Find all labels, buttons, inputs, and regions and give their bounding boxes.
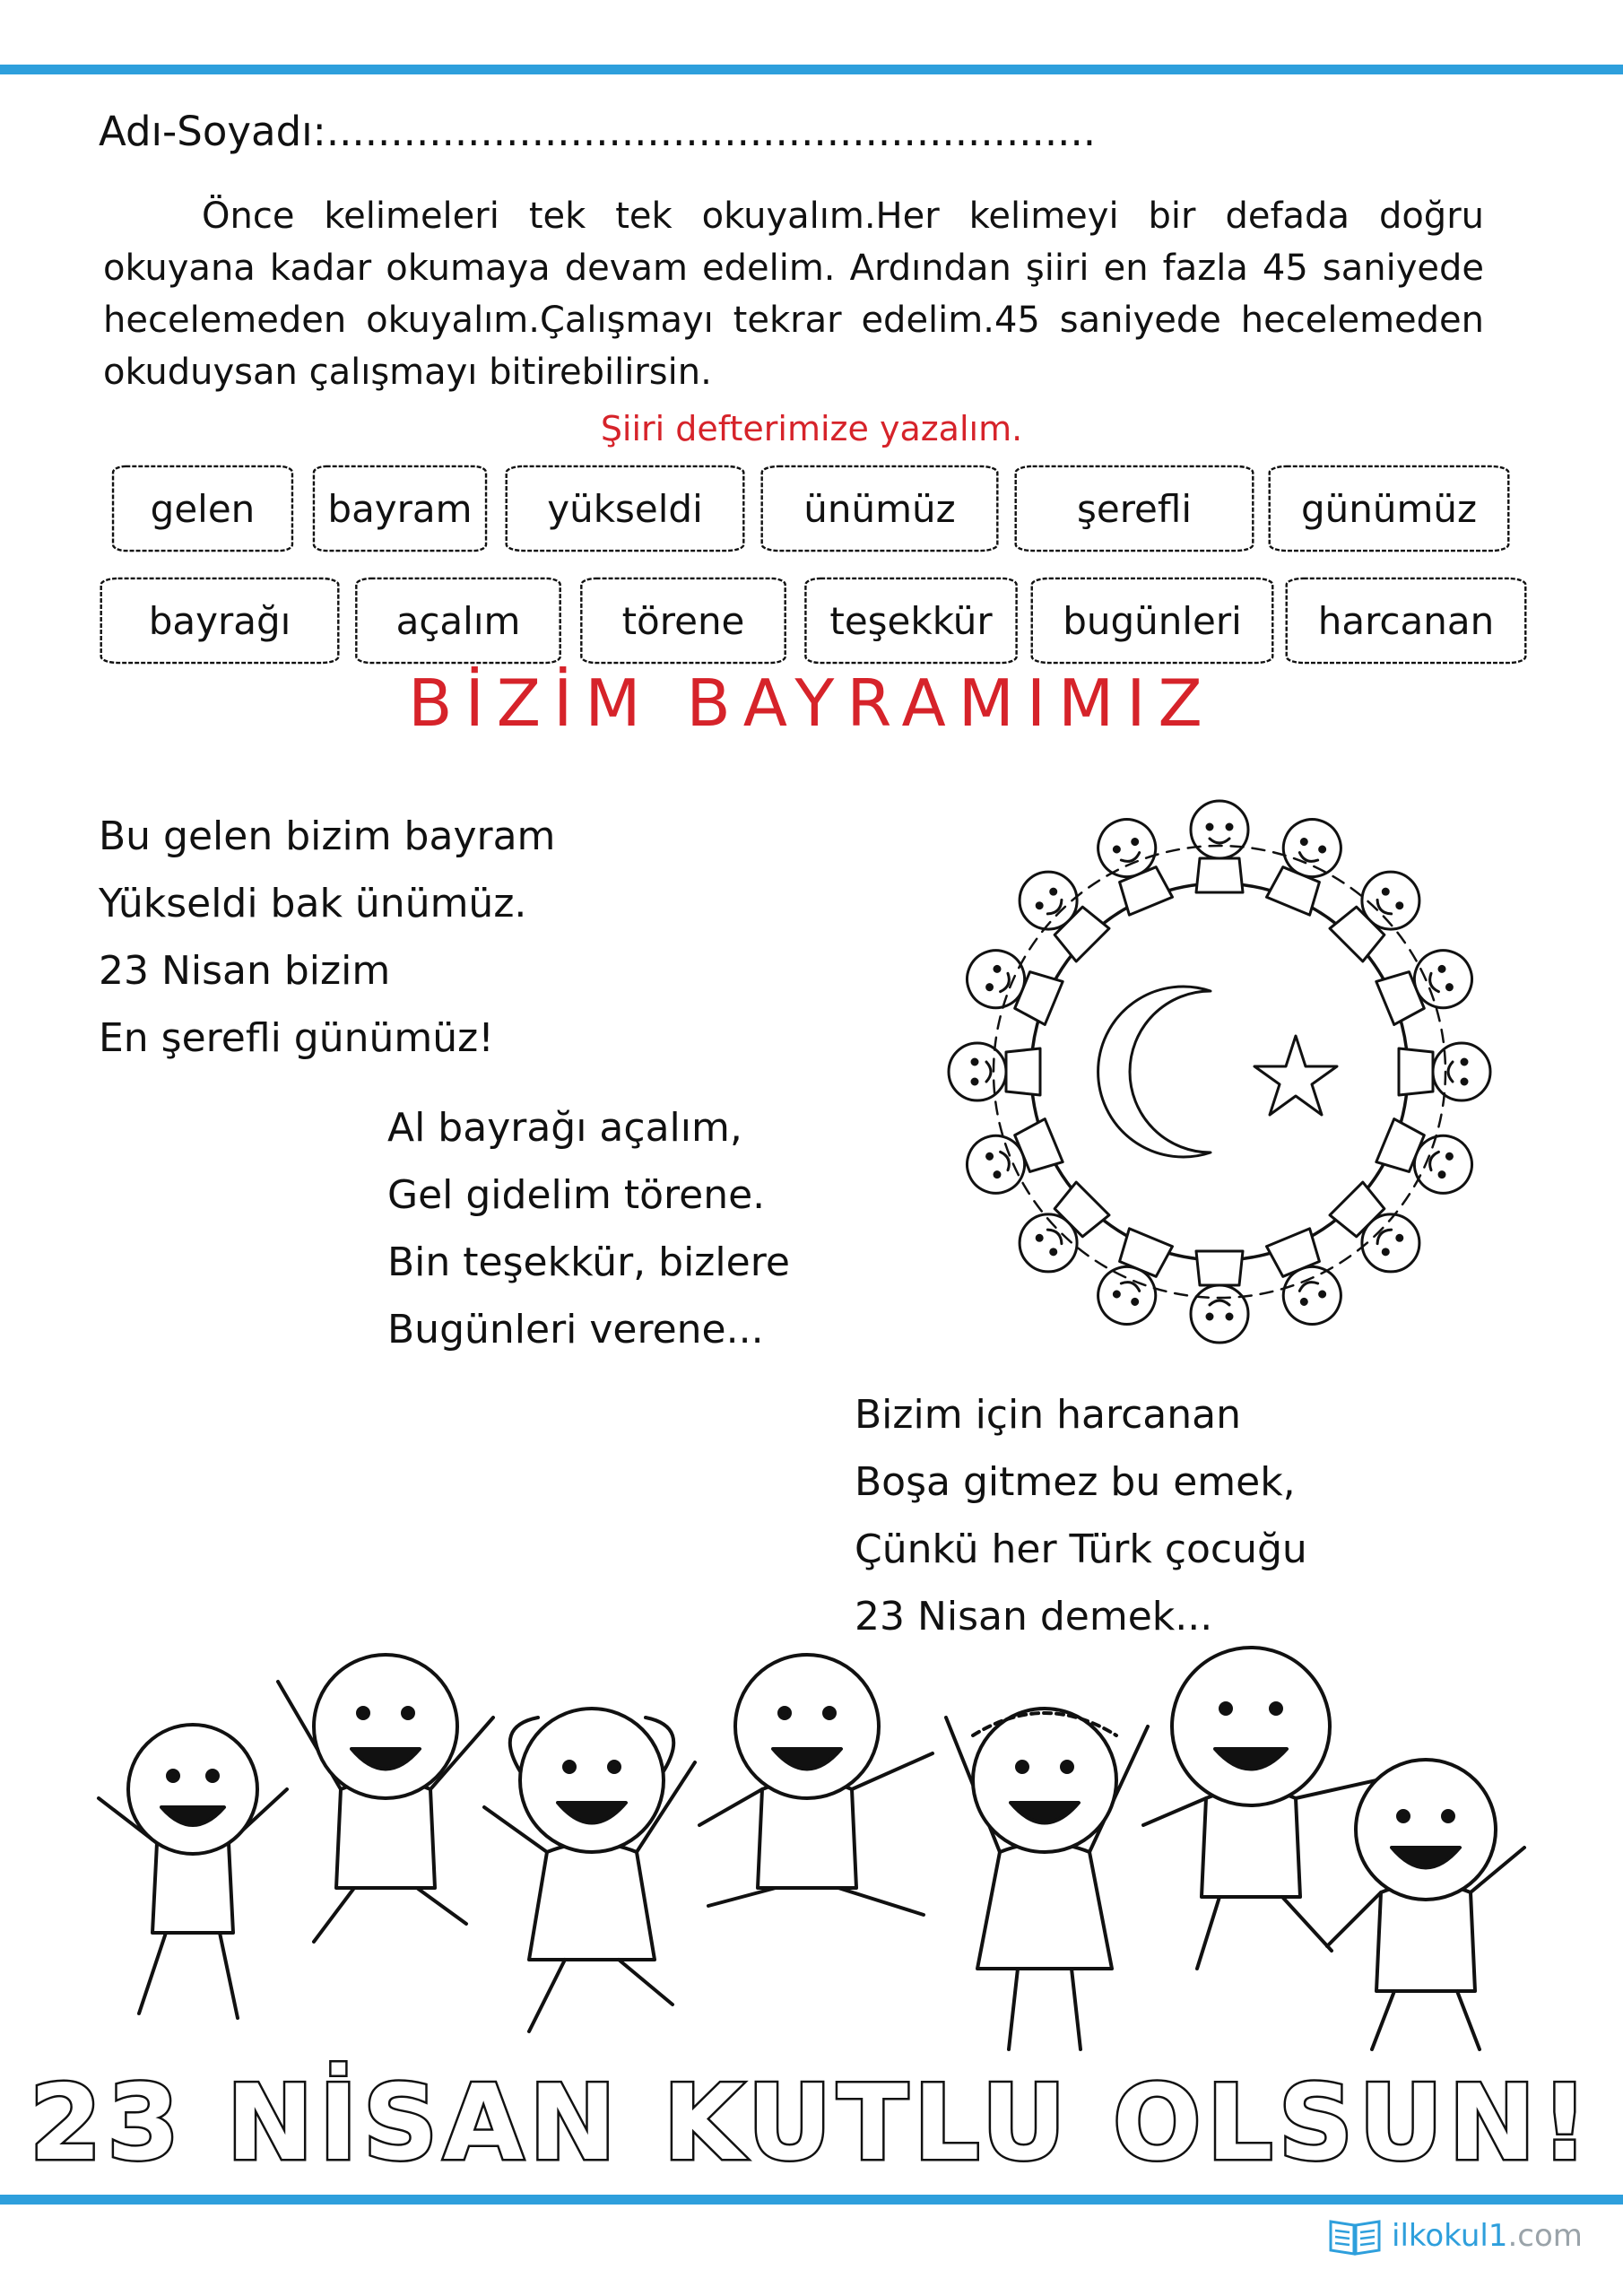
poem-line: Bu gelen bizim bayram [99,813,556,859]
footer-brand-suffix: .com [1507,2218,1583,2254]
word-text: harcanan [1317,598,1495,643]
poem-line: Çünkü her Türk çocuğu [855,1526,1307,1572]
poem-stanza-3 [855,1381,1307,1650]
footer-brand [1392,2218,1583,2254]
poem-line: 23 Nisan demek... [855,1594,1213,1639]
name-field-line: Adı-Soyadı:............................................................ [99,108,1097,155]
word-text: ünümüz [803,486,956,531]
word-text: bugünleri [1063,598,1242,643]
word-box [803,577,1019,665]
word-text: törene [621,598,745,643]
word-box [312,465,488,552]
write-in-notebook-heading: Şiiri defterimize yazalım. [600,409,1023,448]
word-box [1267,465,1511,552]
jumping-children-illustration [90,1632,1533,2054]
top-border-line [0,65,1623,74]
word-box [1013,465,1255,552]
word-box [759,465,1000,552]
word-text: bayrağı [148,598,291,643]
word-box [111,465,294,552]
poem-line: Bugünleri verene... [387,1307,764,1352]
poem-line: Bizim için harcanan [855,1392,1241,1438]
word-text: teşekkür [829,598,993,643]
word-text: günümüz [1300,486,1478,531]
poem-title: BİZİM BAYRAMIMIZ [408,665,1215,741]
poem-line: Al bayrağı açalım, [387,1105,742,1151]
word-text: gelen [150,486,256,531]
poem-stanza-2 [387,1094,790,1363]
instructions-paragraph [103,190,1484,398]
instructions-text: Önce kelimeleri tek tek okuyalım.Her kelimeyi bir defada doğru okuyana kadar okumaya devam edelim. Ardından şiiri en fazla 45 saniyede hecelemeden okuyalım.Çalışmayı tekrar edelim.45 saniyede hecelemeden okuduysan çalışmayı bitirebilirsin. [103,196,1484,393]
word-box [504,465,746,552]
poem-line: Gel gidelim törene. [387,1172,766,1218]
poem-line: En şerefli günümüz! [99,1015,494,1061]
word-text: şerefli [1076,486,1193,531]
celebration-banner: 23 NİSAN KUTLU OLSUN! [29,2063,1594,2184]
word-box [1029,577,1275,665]
word-text: bayram [327,486,473,531]
poem-line: Bin teşekkür, bizlere [387,1239,790,1285]
word-text: yükseldi [547,486,703,531]
poem-stanza-1 [99,803,555,1072]
word-text: açalım [395,598,521,643]
children-circle-illustration [906,762,1533,1381]
word-box [99,577,341,665]
poem-line: Boşa gitmez bu emek, [855,1459,1296,1505]
word-box [579,577,787,665]
word-box [1284,577,1528,665]
poem-line: Yükseldi bak ünümüz. [99,881,527,926]
footer-logo [1327,2209,1583,2263]
footer-brand-name: ilkokul1 [1392,2218,1508,2254]
book-logo-icon [1327,2214,1383,2257]
word-box [354,577,562,665]
bottom-border-line [0,2195,1623,2205]
poem-line: 23 Nisan bizim [99,948,391,994]
